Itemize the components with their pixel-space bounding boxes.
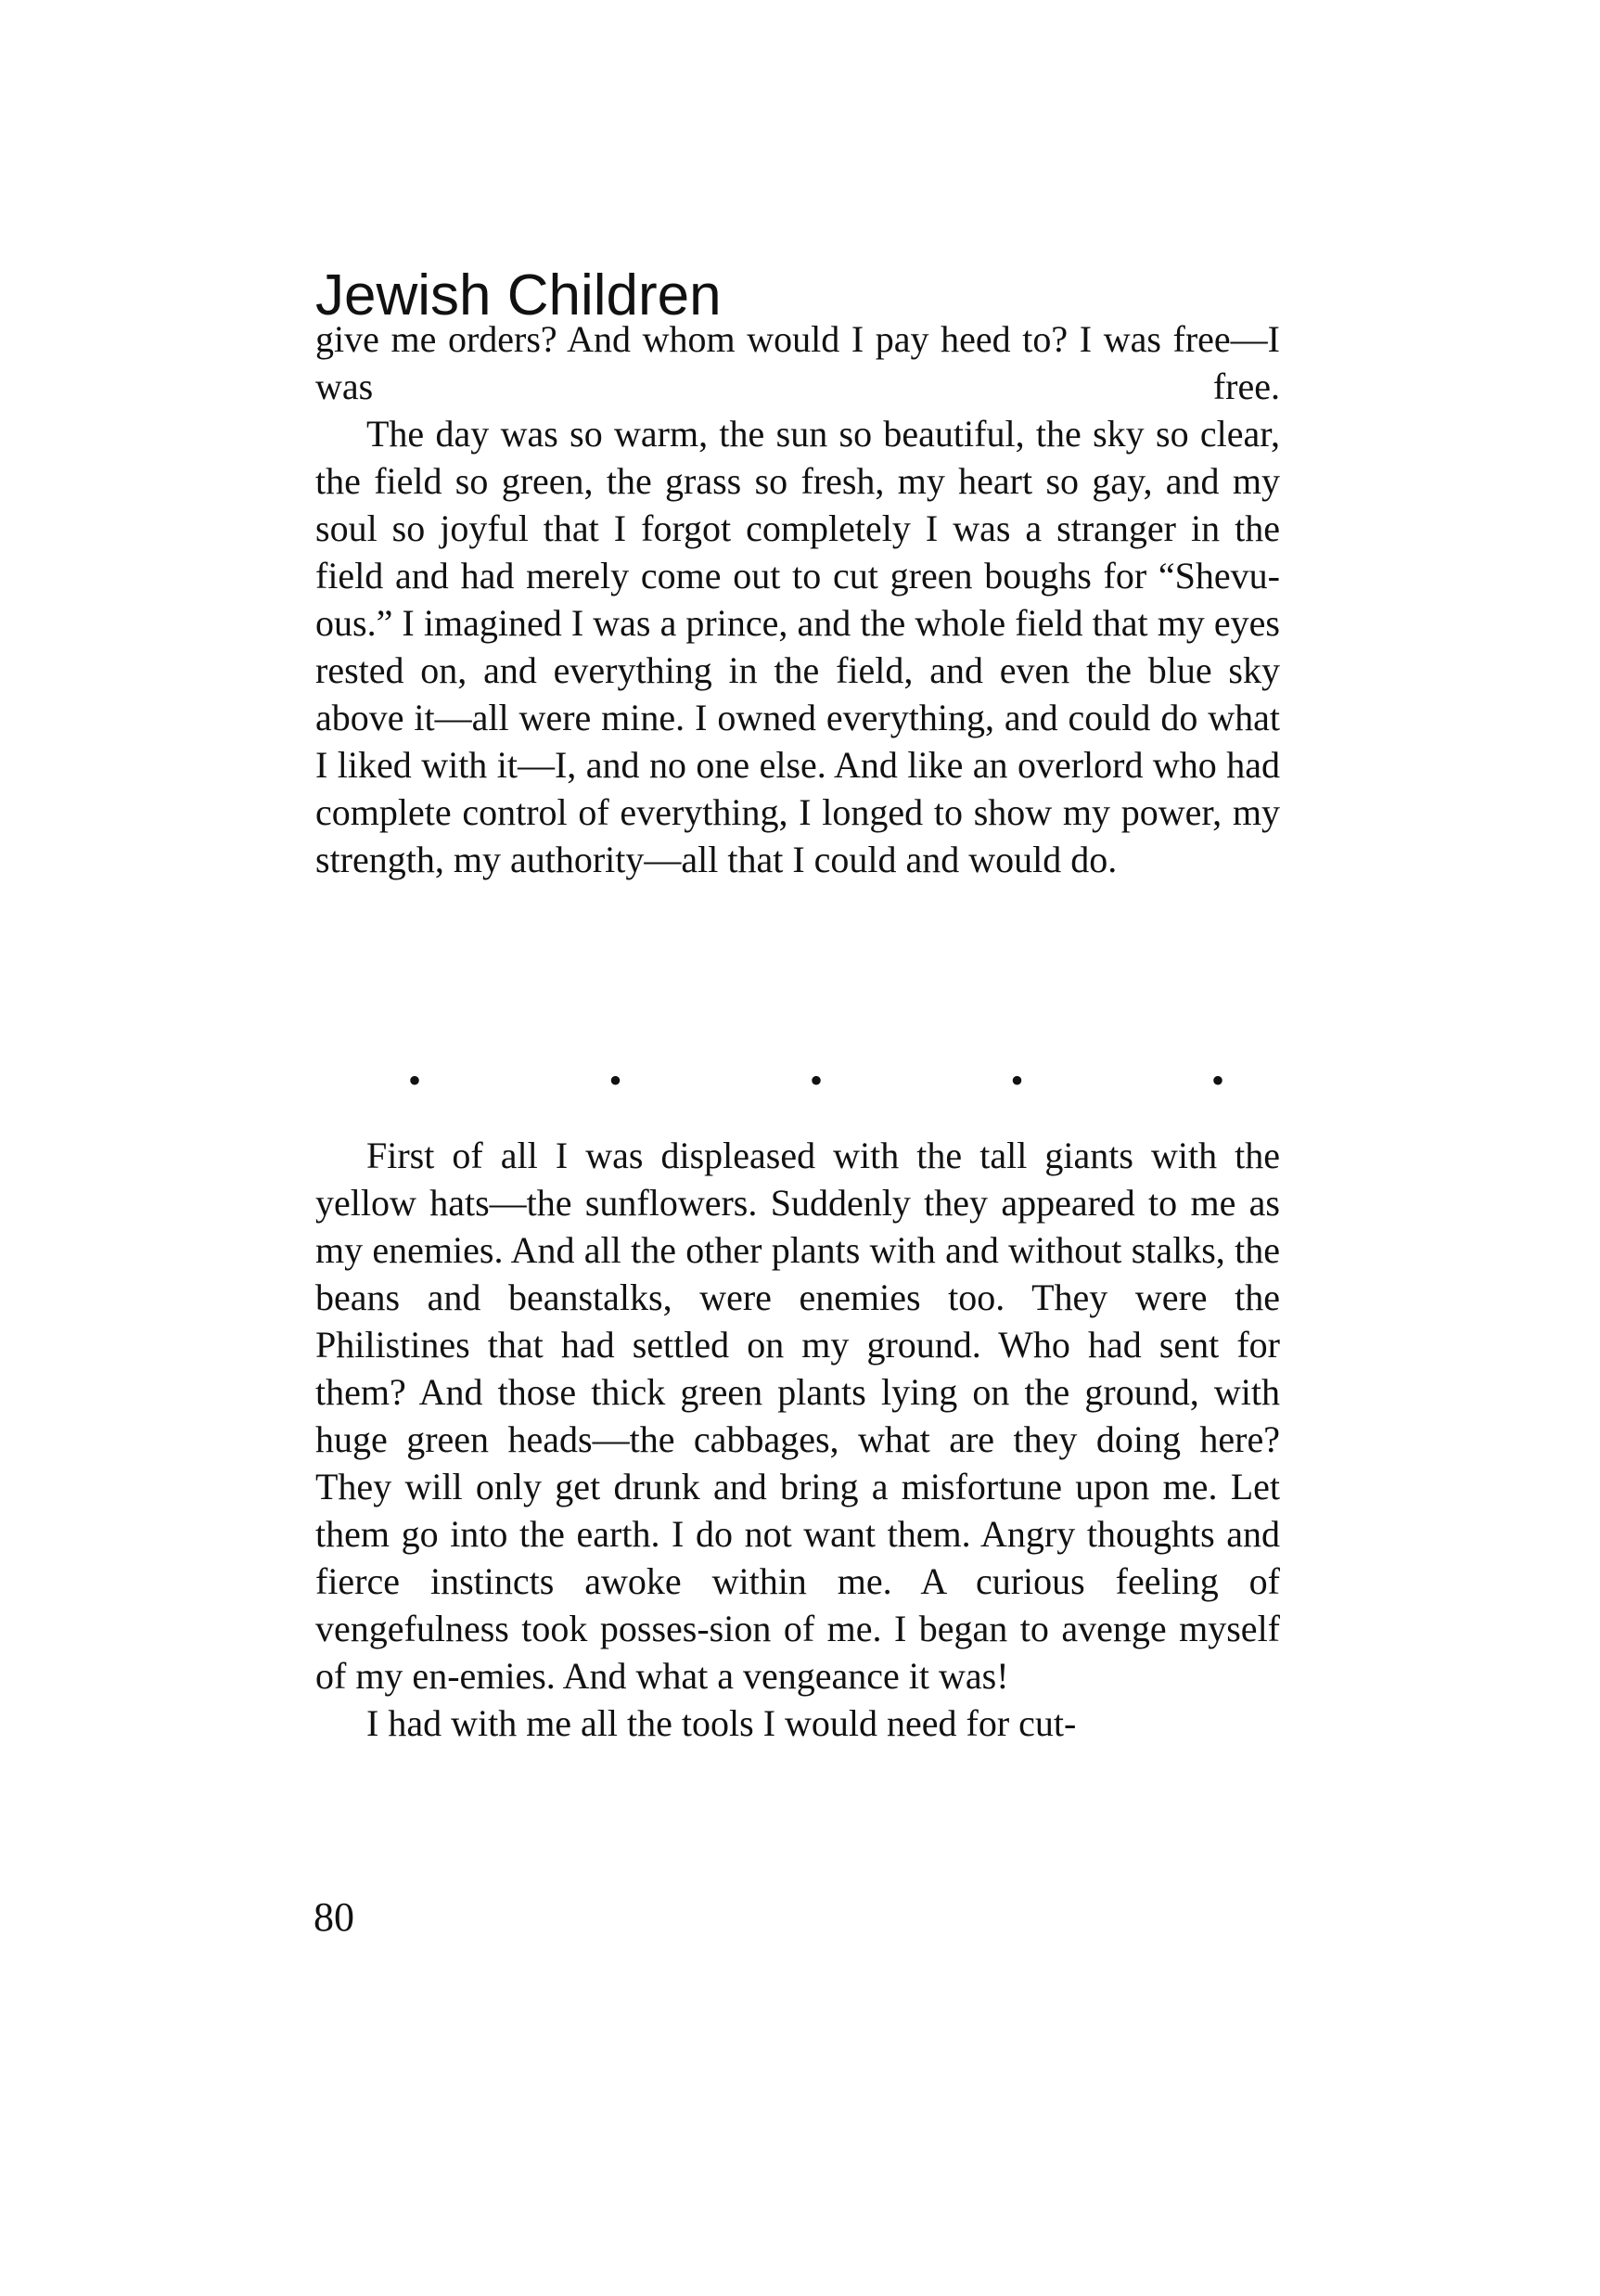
section-break-dot: •	[1210, 1059, 1224, 1101]
section-break-dot: •	[608, 1059, 622, 1101]
section-break-dot: •	[408, 1059, 422, 1101]
paragraph-day-was-warm: The day was so warm, the sun so beautiful, the sky so clear, the field so green, the grass so fresh, my heart so gay, and my soul so joyful that I forgot completely I was a stranger in the field and had merely come out to cut green boughs for “Shevu-ous.” I imagined I was a prince, and the whole field that my eyes rested on, and everything in the field, and even the blue sky above it—all were mine. I owned everything, and could do what I liked with it—I, and no one else. And like an overlord who had complete control of everything, I longed to show my power, my strength, my authority—all that I could and would do.	[315, 413, 1280, 880]
paragraph-continuation: give me orders? And whom would I pay heed to? I was free—I was free.	[315, 318, 1280, 407]
body-text-top	[315, 315, 1280, 883]
page-number: 80	[314, 1894, 354, 1940]
section-break	[408, 1059, 1224, 1101]
section-break-dot: •	[809, 1059, 823, 1101]
paragraph-sunflowers: First of all I was displeased with the tall giants with the yellow hats—the sunflowers. Suddenly they appeared to me as my enemies. And all the other plants with and without stalks, the beans and beanstalks, were enemies too. They were the Philistines that had settled on my ground. Who had sent for them? And those thick green plants lying on the ground, with huge green heads—the cabbages, what are they doing here? They will only get drunk and bring a misfortune upon me. Let them go into the earth. I do not want them. Angry thoughts and fierce instincts awoke within me. A curious feeling of vengefulness took posses-sion of me. I began to avenge myself of my en-emies. And what a vengeance it was!	[315, 1135, 1280, 1697]
section-break-dot: •	[1010, 1059, 1024, 1101]
paragraph-tools: I had with me all the tools I would need for cut-	[366, 1702, 1077, 1744]
body-text-bottom	[315, 1132, 1280, 1747]
running-head: Jewish Children	[315, 263, 722, 327]
